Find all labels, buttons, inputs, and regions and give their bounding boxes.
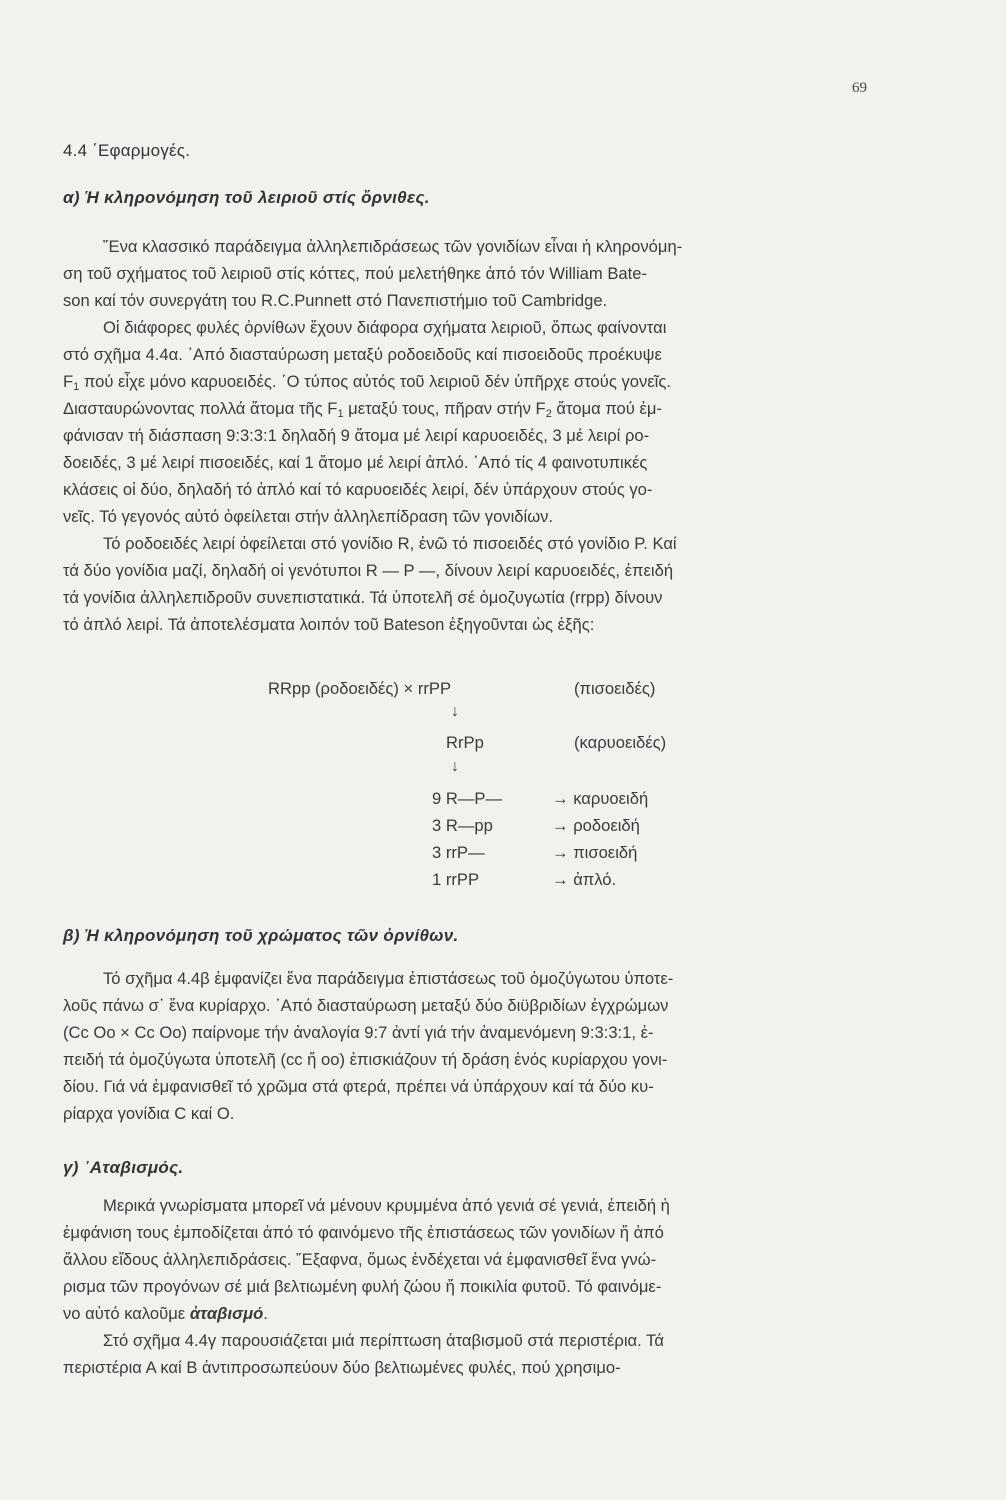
text-line: ρίαρχα γονίδια C καί O. xyxy=(63,1104,235,1123)
cross-f1-note: (καρυοειδές) xyxy=(574,733,667,752)
result-genotype: 3 R—pp xyxy=(432,816,493,835)
section-title: 4.4 ΄Εφαρμογές. xyxy=(63,141,191,160)
text-line xyxy=(63,368,895,395)
text-line: Οἱ διάφορες φυλές ὀρνίθων ἔχουν διάφορα σχήματα λειριοῦ, ὅπως φαίνονται xyxy=(103,318,667,337)
subheading-a: α) Ἡ κληρονόμηση τοῦ λειριοῦ στίς ὄρνιθες. xyxy=(63,188,430,207)
result-phenotype: → ἀπλό. xyxy=(552,870,617,889)
text-line: (Cc Oo × Cc Oo) παίρνομε τήν ἀναλογία 9:7 ἀντί γιά τήν ἀναμενόμενη 9:3:3:1, ἐ- xyxy=(63,1023,654,1042)
text-line: πειδή τά ὁμοζύγωτα ὑποτελῆ (cc ἤ oo) ἐπισκιάζουν τή δράση ἑνός κυρίαρχου γονι- xyxy=(63,1050,668,1069)
arrow-down-icon: ↓ xyxy=(451,758,459,775)
text-line: son καί τόν συνεργάτη του R.C.Punnett στό Πανεπιστήμιο τοῦ Cambridge. xyxy=(63,291,608,310)
text-line: δίου. Γιά νά ἐμφανισθεῖ τό χρῶμα στά φτερά, πρέπει νά ὑπάρχουν καί τά δύο κυ- xyxy=(63,1077,654,1096)
emphasized-term: ἀταβισμό xyxy=(189,1304,264,1323)
result-genotype: 1 rrPP xyxy=(432,870,480,889)
text-line: ρισμα τῶν προγόνων σέ μιά βελτιωμένη φυλή ζώου ἤ ποικιλία φυτοῦ. Τό φαινόμε- xyxy=(63,1277,662,1296)
text-line: ἄλλου εἴδους ἀλληλεπιδράσεις. ῎Εξαφνα, ὅμως ἐνδέχεται νά ἐμφανισθεῖ ἕνα γνώ- xyxy=(63,1250,657,1269)
result-phenotype: → ροδοειδή xyxy=(552,816,640,835)
text-line: περιστέρια Α καί Β ἀντιπροσωπεύουν δύο βελτιωμένες φυλές, πού χρησιμο- xyxy=(63,1358,621,1377)
page-number: 69 xyxy=(852,80,867,96)
result-genotype: 9 R—P— xyxy=(432,789,503,808)
arrow-down-icon: ↓ xyxy=(451,703,459,720)
text-line: ση τοῦ σχήματος τοῦ λειριοῦ στίς κόττες, πού μελετήθηκε ἀπό τόν William Bate- xyxy=(63,264,647,283)
text-line: ῞Ενα κλασσικό παράδειγμα ἀλληλεπιδράσεως τῶν γονιδίων εἶναι ἡ κληρονόμη- xyxy=(103,237,683,256)
text-line: τά δύο γονίδια μαζί, δηλαδή οἱ γενότυποι R — P —, δίνουν λειρί καρυοειδές, ἐπειδή xyxy=(63,561,674,580)
text-line: στό σχῆμα 4.4α. ᾽Από διασταύρωση μεταξύ ροδοειδοῦς καί πισοειδοῦς προέκυψε xyxy=(63,345,662,364)
text-segment: μεταξύ τους, πῆραν στήν F xyxy=(343,399,546,418)
cross-parents-note: (πισοειδές) xyxy=(574,679,656,698)
text-line: κλάσεις οἱ δύο, δηλαδή τό ἀπλό καί τό καρυοειδές λειρί, δέν ὑπάρχουν στούς γο- xyxy=(63,480,653,499)
text-segment: πού εἶχε μόνο καρυοειδές. ῾Ο τύπος αὐτός τοῦ λειριοῦ δέν ὑπῆρχε στούς γονεῖς. xyxy=(79,372,671,391)
paragraph-c1 xyxy=(63,1192,895,1327)
text-line xyxy=(63,1300,895,1327)
subheading-b: β) Ἡ κληρονόμηση τοῦ χρώματος τῶν ὀρνίθων. xyxy=(63,926,459,945)
subscript: 1 xyxy=(73,381,80,393)
text-line: Στό σχῆμα 4.4γ παρουσιάζεται μιά περίπτωση ἀταβισμοῦ στά περιστέρια. Τά xyxy=(103,1331,664,1350)
result-phenotype: → πισοειδή xyxy=(552,843,638,862)
text-line: τά γονίδια ἀλληλεπιδροῦν συνεπιστατικά. Τά ὑποτελῆ σέ ὁμοζυγωτία (rrpp) δίνουν xyxy=(63,588,663,607)
subheading-c: γ) ᾽Αταβισμός. xyxy=(63,1158,184,1177)
text-segment: ἄτομα πού ἐμ- xyxy=(551,399,662,418)
text-line: Τό σχῆμα 4.4β ἐμφανίζει ἕνα παράδειγμα ἐπιστάσεως τοῦ ὁμοζύγωτου ὑποτε- xyxy=(103,969,674,988)
cross-f1: RrPp xyxy=(446,733,484,752)
text-line: ἐμφάνιση τους ἐμποδίζεται ἀπό τό φαινόμενο τῆς ἐπιστάσεως τῶν γονιδίων ἤ ἀπό xyxy=(63,1223,664,1242)
text-segment: Διασταυρώνοντας πολλά ἄτομα τῆς F xyxy=(63,399,338,418)
result-phenotype: → καρυοειδή xyxy=(552,789,649,808)
cross-parents: RRpp (ροδοειδές) × rrPP xyxy=(268,679,452,698)
text-line: Μερικά γνωρίσματα μπορεῖ νά μένουν κρυμμένα ἀπό γενιά σέ γενιά, ἐπειδή ἡ xyxy=(103,1196,670,1215)
text-line xyxy=(63,395,895,422)
paragraph-a3 xyxy=(63,530,895,638)
text-line: τό ἀπλό λειρί. Τά ἀποτελέσματα λοιπόν τοῦ Bateson ἐξηγοῦνται ὡς ἑξῆς: xyxy=(63,615,595,634)
text-segment: . xyxy=(263,1304,268,1323)
text-line: νεῖς. Τό γεγονός αὐτό ὀφείλεται στήν ἀλληλεπίδραση τῶν γονιδίων. xyxy=(63,507,554,526)
result-genotype: 3 rrP— xyxy=(432,843,485,862)
paragraph-a2 xyxy=(63,314,895,530)
text-line: λοῦς πάνω σ᾽ ἕνα κυρίαρχο. ᾽Από διασταύρωση μεταξύ δύο διϋβριδίων ἐγχρώμων xyxy=(63,996,669,1015)
text-line: φάνισαν τή διάσπαση 9:3:3:1 δηλαδή 9 ἄτομα μέ λειρί καρυοειδές, 3 μέ λειρί ρο- xyxy=(63,426,650,445)
f-symbol: F xyxy=(63,372,74,391)
text-line: Τό ροδοειδές λειρί ὀφείλεται στό γονίδιο R, ἐνῶ τό πισοειδές στό γονίδιο P. Καί xyxy=(103,534,677,553)
paragraph-a1 xyxy=(63,233,895,314)
paragraph-b1 xyxy=(63,965,895,1127)
subscript: 2 xyxy=(545,408,552,420)
text-segment: νο αὐτό καλοῦμε xyxy=(63,1304,190,1323)
subscript: 1 xyxy=(337,408,344,420)
paragraph-c2 xyxy=(63,1327,895,1381)
text-line: δοειδές, 3 μέ λειρί πισοειδές, καί 1 ἄτομο μέ λειρί ἀπλό. ᾽Από τίς 4 φαινοτυπικές xyxy=(63,453,648,472)
